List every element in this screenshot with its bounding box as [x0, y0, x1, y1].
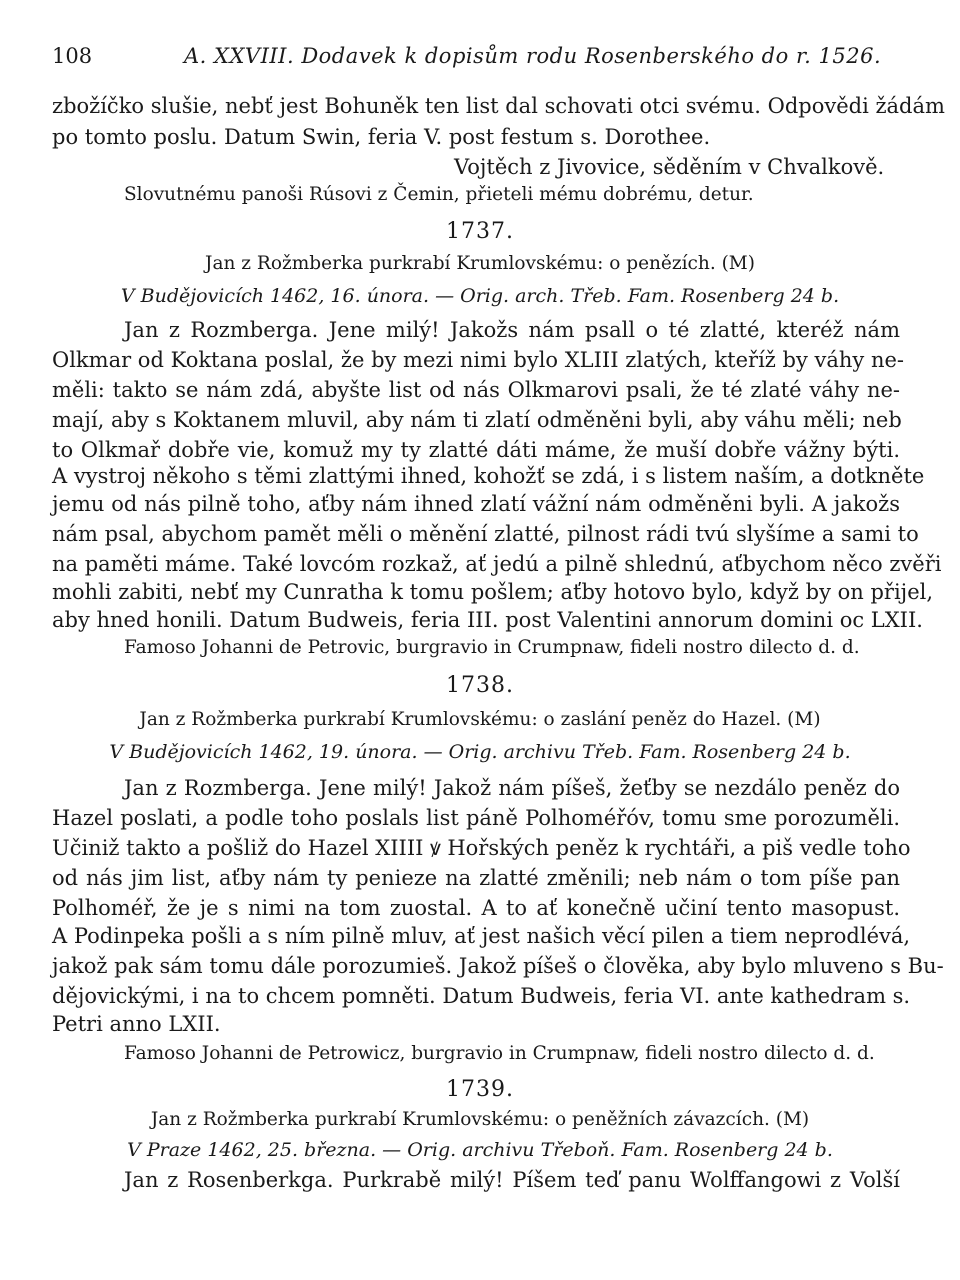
address-line: Famoso Johanni de Petrovic, burgravio in Crumpnaw, fideli nostro dilecto d. d. — [124, 637, 860, 658]
letter-source: V Budějovicích 1462, 16. února. — Orig. arch. Třeb. Fam. Rosenberg 24 b. — [120, 285, 840, 307]
body-line: aby hned honili. Datum Budweis, feria III. post Valentini annorum domini oc LXII. — [52, 608, 923, 632]
body-line: Hazel poslati, a podle toho poslals list páně Polhoméřóv, tomu sme porozuměli. — [52, 806, 900, 830]
letter-summary: Jan z Rožmberka purkrabí Krumlovskému: o peněžních závazcích. (M) — [150, 1109, 810, 1130]
body-line: to Olkmař dobře vie, komuž my ty zlatté dáti máme, že muší dobře vážny býti. — [52, 438, 900, 462]
body-line: A Podinpeka pošli a s ním pilně mluv, ať jest našich věcí pilen a tiem neprodlévá, — [52, 924, 911, 948]
letter-number: 1739. — [446, 1077, 514, 1102]
body-line: na paměti máme. Také lovcóm rozkaž, ať jedú a pilně shlednú, aťbychom něco zvěři — [52, 552, 942, 576]
address-line: Famoso Johanni de Petrowicz, burgravio in Crumpnaw, fideli nostro dilecto d. d. — [124, 1043, 875, 1064]
letter-source: V Praze 1462, 25. března. — Orig. archivu Třeboň. Fam. Rosenberg 24 b. — [127, 1139, 833, 1161]
page-number: 108 — [52, 44, 93, 68]
body-line: jemu od nás pilně toho, aťby nám ihned zlatí vážní nám odměněni byli. A jakožs — [52, 492, 900, 516]
body-line: jakož pak sám tomu dále porozumieš. Jakož píšeš o člověka, aby bylo mluveno s Bu- — [52, 954, 944, 978]
signature: Vojtěch z Jivovice, sěděním v Chvalkově. — [454, 155, 885, 179]
letter-summary: Jan z Rožmberka purkrabí Krumlovskému: o zaslání peněz do Hazel. (M) — [139, 709, 821, 730]
letter-number: 1738. — [446, 673, 514, 698]
body-line: Učiniž takto a pošliž do Hazel XIIII ꝟ Hořských peněz k rychtáři, a piš vedle toho — [52, 836, 911, 860]
body-line: od nás jim list, aťby nám ty penieze na zlatté změnili; neb nám o tom píše pan — [52, 866, 900, 890]
body-line: Jan z Rozmberga. Jene milý! Jakožs nám psall o té zlatté, kteréž nám — [124, 318, 900, 342]
body-line: Jan z Rosenberkga. Purkrabě milý! Píšem teď panu Wolffangowi z Volší — [124, 1168, 900, 1192]
body-line: A vystroj někoho s těmi zlattými ihned, kohožť se zdá, i s listem naším, a dotkněte — [52, 464, 925, 488]
address-line: Slovutnému panoši Rúsovi z Čemin, přieteli mému dobrému, detur. — [124, 184, 754, 205]
letter-summary: Jan z Rožmberka purkrabí Krumlovskému: o penězích. (M) — [205, 253, 755, 274]
body-line: mají, aby s Koktanem mluvil, aby nám ti zlatí odměněni byli, aby váhu měli; neb — [52, 408, 902, 432]
running-title: A. XXVIII. Dodavek k dopisům rodu Rosenberského do r. 1526. — [184, 44, 882, 68]
body-line: měli: takto se nám zdá, abyšte list od nás Olkmarovi psali, že té zlaté váhy ne- — [52, 378, 900, 402]
body-line: nám psal, abychom pamět měli o měnění zlatté, pilnost rádi tvú slyšíme a sami to — [52, 522, 919, 546]
body-line: Polhoméř, že je s nimi na tom zuostal. A to ať konečně učiní tento masopust. — [52, 896, 900, 920]
running-header — [52, 44, 908, 72]
body-line: Jan z Rozmberga. Jene milý! Jakož nám píšeš, žeťby se nezdálo peněz do — [124, 776, 900, 800]
body-line: po tomto poslu. Datum Swin, feria V. post festum s. Dorothee. — [52, 125, 711, 149]
letter-source: V Budějovicích 1462, 19. února. — Orig. archivu Třeb. Fam. Rosenberg 24 b. — [109, 741, 851, 763]
body-line: zbožíčko slušie, nebť jest Bohuněk ten list dal schovati otci svému. Odpovědi žádám — [52, 94, 945, 118]
body-line: Petri anno LXII. — [52, 1012, 221, 1036]
letter-number: 1737. — [446, 219, 514, 244]
body-line: mohli zabiti, nebť my Cunratha k tomu pošlem; aťby hotovo bylo, když by on přijel, — [52, 580, 934, 604]
body-line: Olkmar od Koktana poslal, že by mezi nimi bylo XLIII zlatých, kteříž by váhy ne- — [52, 348, 904, 372]
body-line: dějovickými, i na to chcem pomněti. Datum Budweis, feria VI. ante kathedram s. — [52, 984, 911, 1008]
